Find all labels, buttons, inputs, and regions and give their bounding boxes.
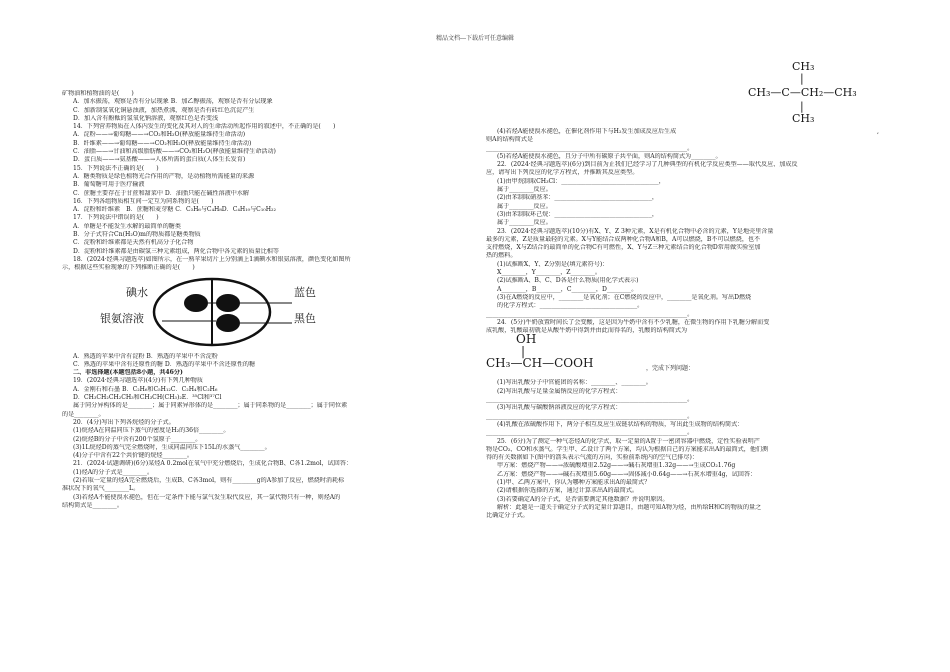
structural-formula-21: CH₃ | CH₃—C—CH₂—CH₃ | CH₃ bbox=[748, 60, 857, 125]
label-black: 黑色 bbox=[294, 311, 316, 325]
text-line: D．蛋白质——→氨基酸——→人体所需的蛋白质(人体生长发育) bbox=[73, 156, 246, 164]
text-line: 最多的元素，Z是质量最轻的元素。X与Y能结合成两种化合物A和B，A可以燃烧，B不可以燃烧，也不 bbox=[486, 235, 761, 243]
text-line: __________________________________________________________________。 bbox=[486, 310, 694, 318]
text-line: 14．下列营养物质在人体内发生的变化及其对人的生命活动所起作用的叙述中，不正确的是( ) bbox=[73, 123, 336, 131]
text-line: 24．(5分)牛奶放置时间长了会变酸，这是因为牛奶中含有不少乳糖，在微生物的作用下乳糖分解而变 bbox=[497, 318, 770, 326]
text-line: (4)乳酸在浓硫酸作用下，两分子相互反应生成链状结构的物质，写出此生成物的结构简式： bbox=[497, 420, 744, 428]
text-line: D．CH₃CH₂CH₂CH₃和CH₃CH(CH₃)₂E．³⁵Cl和³⁷Cl bbox=[73, 394, 222, 402]
document-page: 精品文档---下载后可任意编辑 矿物油和植物油的是( ) A．加水振荡，观察是否有分层现象 B．加乙醇振荡，观察是否有分层现象 C．加新制氢氧化铜悬浊液，加热煮沸，观察是否有砖红色沉淀产生 D．加入含有酚酞的氢氧化钠溶液，观察红色是否变浅 14．下列营养物质在人体内发生的变化及其对人的生命活动所起作用的叙述中，不正确的是( ) A．淀粉——→葡萄糖——→CO₂和H₂O(释放能量维持生命活动) B．纤维素——→葡萄糖——→CO₂和H₂O(释放能量维持生命活动) C．油脂——→甘油和高级脂肪酸——→CO₂和H₂O(释放能量维持生命活动) D．蛋白质——→氨基酸——→人体所需的蛋白质(人体生长发育) 15．下列说法不正确的是( ) A．糖类物质是绿色植物光合作用的产物，是动植物所需能量的来源 B．葡萄糖可用于医疗输液 C．蔗糖主要存在于甘蔗和甜菜中 D．油脂只能在碱性溶液中水解 16．下列各组物质相互间一定互为同系物的是( ) A．淀粉和纤维素 B．蔗糖和麦芽糖 C．C₃H₆与C₄H₈D．C₄H₁₀与C₁₀H₂₂ 17．下列说法中错误的是( ) A．单糖是不能发生水解的最简单的糖类 B．分子式符合Cn(H₂O)m的物质都是糖类物质 C．淀粉和纤维素都是天然有机高分子化合物 D．淀粉和纤维素都是由碳氢三种元素组成，两化合物中各元素的质量比相等 18．(2024·经典习题选萃)如图所示，在一熟苹果切片上分别滴上1滴碘水和银氨溶液，颜色变化如图所 示，根据这些实验现象的下列推断正确的是( ) 碘水 银氨溶液 蓝色 黑色 A．熟透的苹果中含有淀粉 B．熟透的苹果中不含淀粉 C．熟透的苹果中含有还原性的糖 D．熟透的苹果中不含还原性的糖 二、非选择题(本题包括8小题，共46分) 19．(2024·经典习题选萃)(4分)有下列几种物质 A．金刚石和石墨 B．C₂H₆和C₅H₁₂C．C₂H₄和C₂H₆ D．CH₃CH₂CH₂CH₃和CH₃CH(CH₃)₂E．³⁵Cl和³⁷Cl 属于同分异构体的是________；属于同素异形体的是________；属于同系物的是________；属于同位素 的是________。 20．(4分)写出下列各烷烃的分子式。 (1)烷烃A在同温同压下蒸气的密度是H₂的36倍________。 (2)烷烃B的分子中含有200个氢原子________。 (3)1L烷烃D的蒸气完全燃烧时，生成同温同压下15L的水蒸气________。 (4)分子中含有22个共价键的烷烃________。 21．(2024·试题调研)(6分)某烃A 0.2mol在氧气中充分燃烧后，生成化合物B、C各1.2mol，试回答： (1)烃A的分子式是________。 (2)若取一定量的烃A完全燃烧后，生成B、C各3mol，则有________g的A参加了反应，燃烧时消耗标 准状况下的氧气________L。 (3)若烃A不能使溴水褪色，但在一定条件下能与氯气发生取代反应，其一氯代物只有一种，则烃A的 结构简式是________。 CH₃ | CH₃—C—CH₂—CH₃ | CH₃ , (4)若烃A能使溴水褪色，在催化剂作用下与H₂发生加成反应后生成 则A的结构简式是 __________________________________________________________________。 (5)若烃A能使溴水褪色，且分子中所有碳原子共平面，则A的结构简式为________。 22．(2024·经典习题选萃)(6分)到目前为止我们已经学习了几种典型的有机化学反应类型——取代反应、加成反 应，请写出下列反应的化学方程式，并推断其反应类型。 (1)由甲烷制取CH₃Cl：________________________________， 属于________反应。 (2)由苯制取硝基苯：________________________________， 属于________反应。 (3)由苯制取环己烷：________________________________， 属于________反应。 23．(2024·经典习题选萃)(10分)有X、Y、Z 3种元素，X是有机化合物中必含的元素，Y是地壳里含量 最多的元素，Z是质量最轻的元素。X与Y能结合成两种化合物A和B，A可以燃烧，B不可以燃烧，也不 支持燃烧，X与Z结合的最简单的化合物C有可燃性，X、Y与Z三种元素结合的化合物D常用做实验室加 热的燃料。 (1)试推断X、Y、Z分别是(填元素符号)： X________，Y________，Z________。 (2)试推断A、B、C、D各是什么物质(用化学式表示) A________，B________，C________，D________。 (3)在A燃烧的反应中，________是氧化剂；在C燃烧的反应中，________是氧化剂。写出D燃烧 的化学方程式：________________________________。 __________________________________________________________________。 24．(5分)牛奶放置时间长了会变酸，这是因为牛奶中含有不少乳糖，在微生物的作用下乳糖分解而变 成乳酸，乳酸最初就是从酸牛奶中得到并由此而得名的，乳酸的结构简式为 OH | CH₃—CH—COOH ，完成下列问题： (1)写出乳酸分子中官能团的名称：________、________。 (2)写出乳酸与足量金属钠反应的化学方程式： __________________________________________________________________。 (3)写出乳酸与碳酸钠溶液反应的化学方程式： __________________________________________________________________。 (4)乳酸在浓硫酸作用下，两分子相互反应生成链状结构的物质，写出此生成物的结构简式： __________________________________________________________________。 25．(6分)为了测定一种气态烃A的化学式，取一定量的A置于一密闭容器中燃烧，定性实验表明产 物是CO₂、CO和水蒸气。学生甲、乙设计了两个方案，均认为根据自己的方案能求出A的最简式，他们测 得的有关数据如下(图中的箭头表示气流的方向，实验前系统内的空气已排尽)： 甲方案：燃烧产物——→浓硫酸增重2.52g——→碱石灰增重1.32g——→生成CO₂1.76g 乙方案：燃烧产物——→碱石灰增重5.60g——→固体减小0.64g——→石灰水增重4g，试回答： (1)甲、乙两方案中，你认为哪种方案能求出A的最简式？ (2)请根据你选择的方案，通过计算求出A的最简式。 (3)若要确定A的分子式，是否需要测定其他数据？并说明原因。 解析：此题是一道关于确定分子式的定量计算题目，由题可知A物为烃，由所给H和C的物质的量之 比确定分子式。 bbox=[0, 0, 950, 672]
text-line: B．纤维素——→葡萄糖——→CO₂和H₂O(释放能量维持生命活动) bbox=[73, 139, 252, 147]
silver-spot bbox=[216, 314, 240, 332]
text-line: 得的有关数据如下(图中的箭头表示气流的方向，实验前系统内的空气已排尽)： bbox=[486, 454, 698, 462]
text-line: (1)写出乳酸分子中官能团的名称：________、________。 bbox=[497, 379, 652, 387]
iodine-spot bbox=[184, 294, 208, 312]
text-line: C．熟透的苹果中含有还原性的糖 D．熟透的苹果中不含还原性的糖 bbox=[73, 360, 256, 368]
text-line: (2)若取一定量的烃A完全燃烧后，生成B、C各3mol，则有________g的A参加了反应，燃烧时消耗标 bbox=[73, 476, 345, 484]
text-line: (1)烃A的分子式是________。 bbox=[73, 468, 154, 476]
text-line: (5)若烃A能使溴水褪色，且分子中所有碳原子共平面，则A的结构简式为________。 bbox=[497, 152, 722, 160]
text-line: A．淀粉和纤维素 B．蔗糖和麦芽糖 C．C₃H₆与C₄H₈D．C₄H₁₀与C₁₀H₂₂ bbox=[73, 206, 276, 214]
text-line: 属于________反应。 bbox=[497, 219, 552, 227]
text-line: C．油脂——→甘油和高级脂肪酸——→CO₂和H₂O(释放能量维持生命活动) bbox=[73, 148, 276, 156]
text-line: A．糖类物质是绿色植物光合作用的产物，是动植物所需能量的来源 bbox=[73, 172, 255, 180]
text-line: 应，请写出下列反应的化学方程式，并推断其反应类型。 bbox=[486, 169, 639, 177]
text-line: A．淀粉——→葡萄糖——→CO₂和H₂O(释放能量维持生命活动) bbox=[73, 131, 246, 139]
text-line: 甲方案：燃烧产物——→浓硫酸增重2.52g——→碱石灰增重1.32g——→生成CO₂1.76g bbox=[497, 462, 736, 470]
text-line: 解析：此题是一道关于确定分子式的定量计算题目，由题可知A物为烃，由所给H和C的物质的量之 bbox=[497, 503, 762, 511]
text-line: X________，Y________，Z________。 bbox=[497, 269, 602, 277]
lactic-acid-formula: OH | CH₃—CH—COOH ，完成下列问题： bbox=[486, 332, 695, 373]
text-line: 属于________反应。 bbox=[497, 202, 552, 210]
text-line: __________________________________________________________________。 bbox=[486, 429, 694, 437]
text-line: 的是________。 bbox=[62, 410, 105, 418]
page-header: 精品文档---下载后可任意编辑 bbox=[435, 35, 515, 42]
text-line: 17．下列说法中错误的是( ) bbox=[73, 214, 159, 222]
text-line: 属于________反应。 bbox=[497, 186, 552, 194]
text-line: 25．(6分)为了测定一种气态烃A的化学式，取一定量的A置于一密闭容器中燃烧，定性实验表明产 bbox=[497, 437, 760, 445]
text-line: 19．(2024·经典习题选萃)(4分)有下列几种物质 bbox=[73, 377, 203, 385]
text-line: __________________________________________________________________。 bbox=[486, 144, 694, 152]
text-line: C．蔗糖主要存在于甘蔗和甜菜中 D．油脂只能在碱性溶液中水解 bbox=[73, 189, 250, 197]
text-line: (3)若要确定A的分子式，是否需要测定其他数据？并说明原因。 bbox=[497, 495, 669, 503]
text-line: 21．(2024·试题调研)(6分)某烃A 0.2mol在氧气中充分燃烧后，生成化合物B、C各1.2mol，试回答： bbox=[73, 460, 353, 468]
text-line: 矿物油和植物油的是( ) bbox=[62, 90, 134, 97]
text-line: 乙方案：燃烧产物——→碱石灰增重5.60g——→固体减小0.64g——→石灰水增重4g，试回答： bbox=[497, 470, 757, 478]
text-line: (1)烷烃A在同温同压下蒸气的密度是H₂的36倍________。 bbox=[73, 427, 230, 435]
text-line: 的化学方程式：________________________________。 bbox=[497, 302, 644, 310]
text-line: C．淀粉和纤维素都是天然有机高分子化合物 bbox=[73, 239, 194, 247]
text-line: (2)试推断A、B、C、D各是什么物质(用化学式表示) bbox=[497, 277, 639, 285]
text-line: A________，B________，C________，D________。 bbox=[497, 285, 638, 293]
text-line: (4)若烃A能使溴水褪色，在催化剂作用下与H₂发生加成反应后生成 bbox=[497, 128, 677, 135]
text-line: 18．(2024·经典习题选萃)如图所示，在一熟苹果切片上分别滴上1滴碘水和银氨溶液，颜色变化如图所 bbox=[73, 255, 351, 263]
text-line: 成乳酸，乳酸最初就是从酸牛奶中得到并由此而得名的，乳酸的结构简式为 bbox=[486, 327, 688, 335]
text-line: 23．(2024·经典习题选萃)(10分)有X、Y、Z 3种元素，X是有机化合物中必含的元素，Y是地壳里含量 bbox=[497, 227, 774, 235]
right-column bbox=[486, 128, 896, 520]
text-line: 则A的结构简式是 bbox=[486, 136, 534, 144]
text-line: A．金刚石和石墨 B．C₂H₆和C₅H₁₂C．C₂H₄和C₂H₆ bbox=[73, 385, 218, 393]
text-line: B．葡萄糖可用于医疗输液 bbox=[73, 181, 145, 189]
text-line: B．分子式符合Cn(H₂O)m的物质都是糖类物质 bbox=[73, 231, 201, 239]
text-line: 16．下列各组物质相互间一定互为同系物的是( ) bbox=[73, 197, 214, 205]
text-line: (2)由苯制取硝基苯：________________________________， bbox=[497, 194, 658, 202]
text-line: __________________________________________________________________。 bbox=[486, 396, 694, 404]
label-silver-ammonia: 银氨溶液 bbox=[100, 311, 144, 325]
apple-slice-diagram bbox=[122, 273, 302, 351]
text-line: (3)由苯制取环己烷：________________________________， bbox=[497, 210, 658, 218]
text-line: 二、非选择题(本题包括8小题，共46分) bbox=[73, 369, 183, 377]
text-line: 支持燃烧，X与Z结合的最简单的化合物C有可燃性，X、Y与Z三种元素结合的化合物D常用做实验室加 bbox=[486, 244, 761, 252]
text-line: (1)试推断X、Y、Z分别是(填元素符号)： bbox=[497, 260, 609, 268]
text-line: 结构简式是________。 bbox=[62, 501, 123, 509]
text-line: 属于同分异构体的是________；属于同素异形体的是________；属于同系物的是________；属于同位素 bbox=[73, 402, 348, 410]
text-line: (2)烷烃B的分子中含有200个氢原子________。 bbox=[73, 435, 202, 443]
text-line: (2)写出乳酸与足量金属钠反应的化学方程式： bbox=[497, 387, 622, 395]
text-line: A．熟透的苹果中含有淀粉 B．熟透的苹果中不含淀粉 bbox=[73, 352, 218, 360]
text-line: 15．下列说法不正确的是( ) bbox=[73, 164, 159, 172]
apple-figure bbox=[62, 273, 470, 353]
text-line: 物是CO₂、CO和水蒸气。学生甲、乙设计了两个方案，均认为根据自己的方案能求出A的最简式，他们测 bbox=[486, 445, 769, 453]
text-line: 示，根据这些实验现象的下列推断正确的是( ) bbox=[62, 264, 195, 272]
text-line: D．加入含有酚酞的氢氧化钠溶液，观察红色是否变浅 bbox=[73, 114, 219, 122]
text-line: (3)写出乳酸与碳酸钠溶液反应的化学方程式： bbox=[497, 404, 622, 412]
text-line: A．单糖是不能发生水解的最简单的糖类 bbox=[73, 222, 181, 230]
text-line: D．淀粉和纤维素都是由碳氢三种元素组成，两化合物中各元素的质量比相等 bbox=[73, 247, 279, 255]
text-line: (1)甲、乙两方案中，你认为哪种方案能求出A的最简式？ bbox=[497, 478, 651, 486]
text-line: (2)请根据你选择的方案，通过计算求出A的最简式。 bbox=[497, 487, 639, 495]
text-line: 准状况下的氧气________L。 bbox=[62, 485, 140, 493]
text-line: 20．(4分)写出下列各烷烃的分子式。 bbox=[73, 418, 175, 426]
text-line: 比确定分子式。 bbox=[486, 512, 529, 520]
text-line: (4)分子中含有22个共价键的烷烃________。 bbox=[73, 452, 193, 460]
text-line: 热的燃料。 bbox=[486, 252, 517, 260]
text-line: C．加新制氢氧化铜悬浊液，加热煮沸，观察是否有砖红色沉淀产生 bbox=[73, 106, 255, 114]
text-line: A．加水振荡，观察是否有分层现象 B．加乙醇振荡，观察是否有分层现象 bbox=[73, 98, 273, 106]
text-line: (3)若烃A不能使溴水褪色，但在一定条件下能与氯气发生取代反应，其一氯代物只有一种，则烃A的 bbox=[73, 493, 341, 501]
text-line: (1)由甲烷制取CH₃Cl：________________________________， bbox=[497, 177, 665, 185]
text-line: __________________________________________________________________。 bbox=[486, 412, 694, 420]
text-line: (3)1L烷烃D的蒸气完全燃烧时，生成同温同压下15L的水蒸气________。 bbox=[73, 443, 271, 451]
text-line: (3)在A燃烧的反应中，________是氧化剂；在C燃烧的反应中，________是氧化剂。写出D燃烧 bbox=[497, 293, 752, 301]
label-iodine: 碘水 bbox=[126, 285, 148, 299]
left-column bbox=[62, 90, 470, 510]
text-line: 22．(2024·经典习题选萃)(6分)到目前为止我们已经学习了几种典型的有机化学反应类型——取代反应、加成反 bbox=[497, 161, 798, 169]
label-blue: 蓝色 bbox=[294, 285, 316, 299]
